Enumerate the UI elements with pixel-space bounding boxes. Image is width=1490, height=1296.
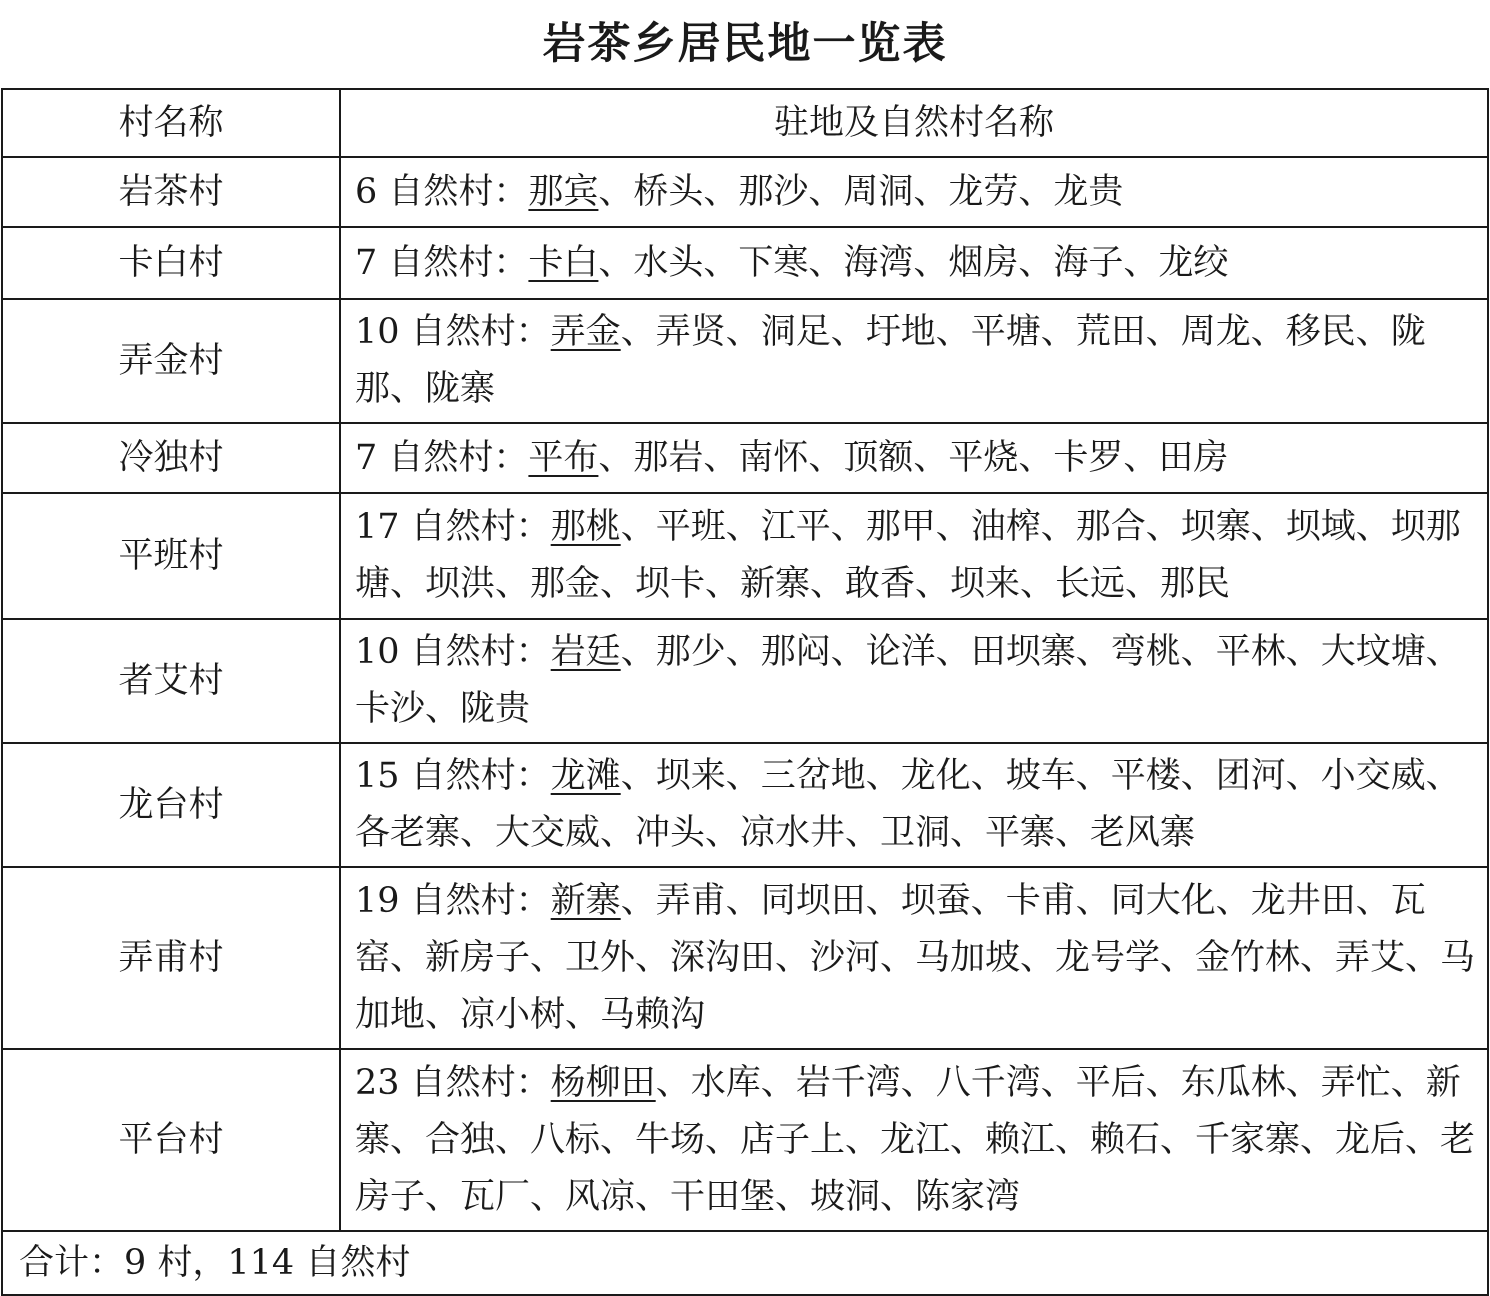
page-title: 岩茶乡居民地一览表	[542, 19, 948, 69]
total-summary: 合计：9 村，114 自然村	[2, 1231, 1488, 1295]
table-row	[2, 423, 1488, 493]
hamlet-count: 15 自然村：	[355, 756, 551, 796]
hamlet-count: 10 自然村：	[355, 312, 551, 352]
table-row	[2, 743, 1488, 867]
village-name: 弄甫村	[2, 867, 340, 1049]
seat-hamlet: 卡白	[528, 242, 599, 283]
seat-hamlet: 那桃	[550, 507, 621, 547]
table-row	[2, 227, 1488, 299]
hamlet-count: 23 自然村：	[355, 1062, 551, 1103]
header-village-name: 村名称	[2, 89, 340, 157]
table-row	[2, 493, 1488, 619]
table-row	[2, 867, 1488, 1049]
hamlet-count: 10 自然村：	[355, 632, 551, 672]
hamlet-list: 、那岩、南怀、顶额、平烧、卡罗、田房	[598, 437, 1229, 478]
village-name: 者艾村	[2, 619, 340, 743]
hamlets-cell	[340, 867, 1488, 1049]
table-header-row	[2, 89, 1488, 157]
hamlet-count: 19 自然村：	[355, 880, 551, 921]
hamlets-cell	[340, 743, 1488, 867]
village-name: 弄金村	[2, 299, 340, 423]
village-name: 冷独村	[2, 423, 340, 493]
hamlet-list: 、桥头、那沙、周洞、龙劳、龙贵	[598, 171, 1124, 212]
seat-hamlet: 那宾	[528, 171, 599, 212]
seat-hamlet: 新寨	[550, 880, 621, 921]
table-row	[2, 157, 1488, 227]
table-row	[2, 299, 1488, 423]
hamlets-cell	[340, 493, 1488, 619]
hamlets-cell	[340, 157, 1488, 227]
hamlet-list: 、平班、江平、那甲、油榨、那合、坝寨、坝域、坝那塘、坝洪、那金、坝卡、新寨、敢香、坝来、长远、那民	[355, 507, 1461, 604]
hamlet-list: 、坝来、三岔地、龙化、坡车、平楼、团河、小交威、各老寨、大交威、冲头、凉水井、卫洞、平寨、老风寨	[355, 756, 1461, 853]
village-name: 龙台村	[2, 743, 340, 867]
table-row	[2, 619, 1488, 743]
seat-hamlet: 岩廷	[550, 632, 621, 672]
village-name: 平班村	[2, 493, 340, 619]
seat-hamlet: 平布	[528, 437, 599, 478]
hamlets-cell	[340, 619, 1488, 743]
seat-hamlet: 弄金	[550, 312, 621, 352]
hamlet-list: 、那少、那闷、论洋、田坝寨、弯桃、平林、大坟塘、卡沙、陇贵	[355, 632, 1461, 729]
seat-hamlet: 龙滩	[550, 756, 621, 796]
hamlets-cell	[340, 299, 1488, 423]
hamlets-cell	[340, 227, 1488, 299]
hamlet-count: 17 自然村：	[355, 507, 551, 547]
hamlet-list: 、弄贤、洞足、圩地、平塘、荒田、周龙、移民、陇那、陇寨	[355, 312, 1426, 409]
village-name: 岩茶村	[2, 157, 340, 227]
hamlet-count: 7 自然村：	[355, 437, 529, 478]
hamlet-count: 7 自然村：	[355, 242, 529, 283]
header-seat-and-hamlets: 驻地及自然村名称	[340, 89, 1488, 157]
hamlets-cell	[340, 1049, 1488, 1231]
hamlet-count: 6 自然村：	[355, 171, 529, 212]
total-row	[2, 1231, 1488, 1295]
hamlet-list: 、弄甫、同坝田、坝蚕、卡甫、同大化、龙井田、瓦窑、新房子、卫外、深沟田、沙河、马加坡、龙号学、金竹林、弄艾、马加地、凉小树、马赖沟	[355, 880, 1476, 1035]
hamlets-cell	[340, 423, 1488, 493]
village-name: 平台村	[2, 1049, 340, 1231]
hamlet-list: 、水库、岩千湾、八千湾、平后、东瓜林、弄忙、新寨、合独、八标、牛场、店子上、龙江、赖江、赖石、千家寨、龙后、老房子、瓦厂、风凉、干田堡、坡洞、陈家湾	[355, 1062, 1476, 1217]
village-name: 卡白村	[2, 227, 340, 299]
residential-areas-table	[1, 88, 1489, 1296]
seat-hamlet: 杨柳田	[550, 1062, 656, 1103]
hamlet-list: 、水头、下寒、海湾、烟房、海子、龙绞	[598, 242, 1229, 283]
table-row	[2, 1049, 1488, 1231]
